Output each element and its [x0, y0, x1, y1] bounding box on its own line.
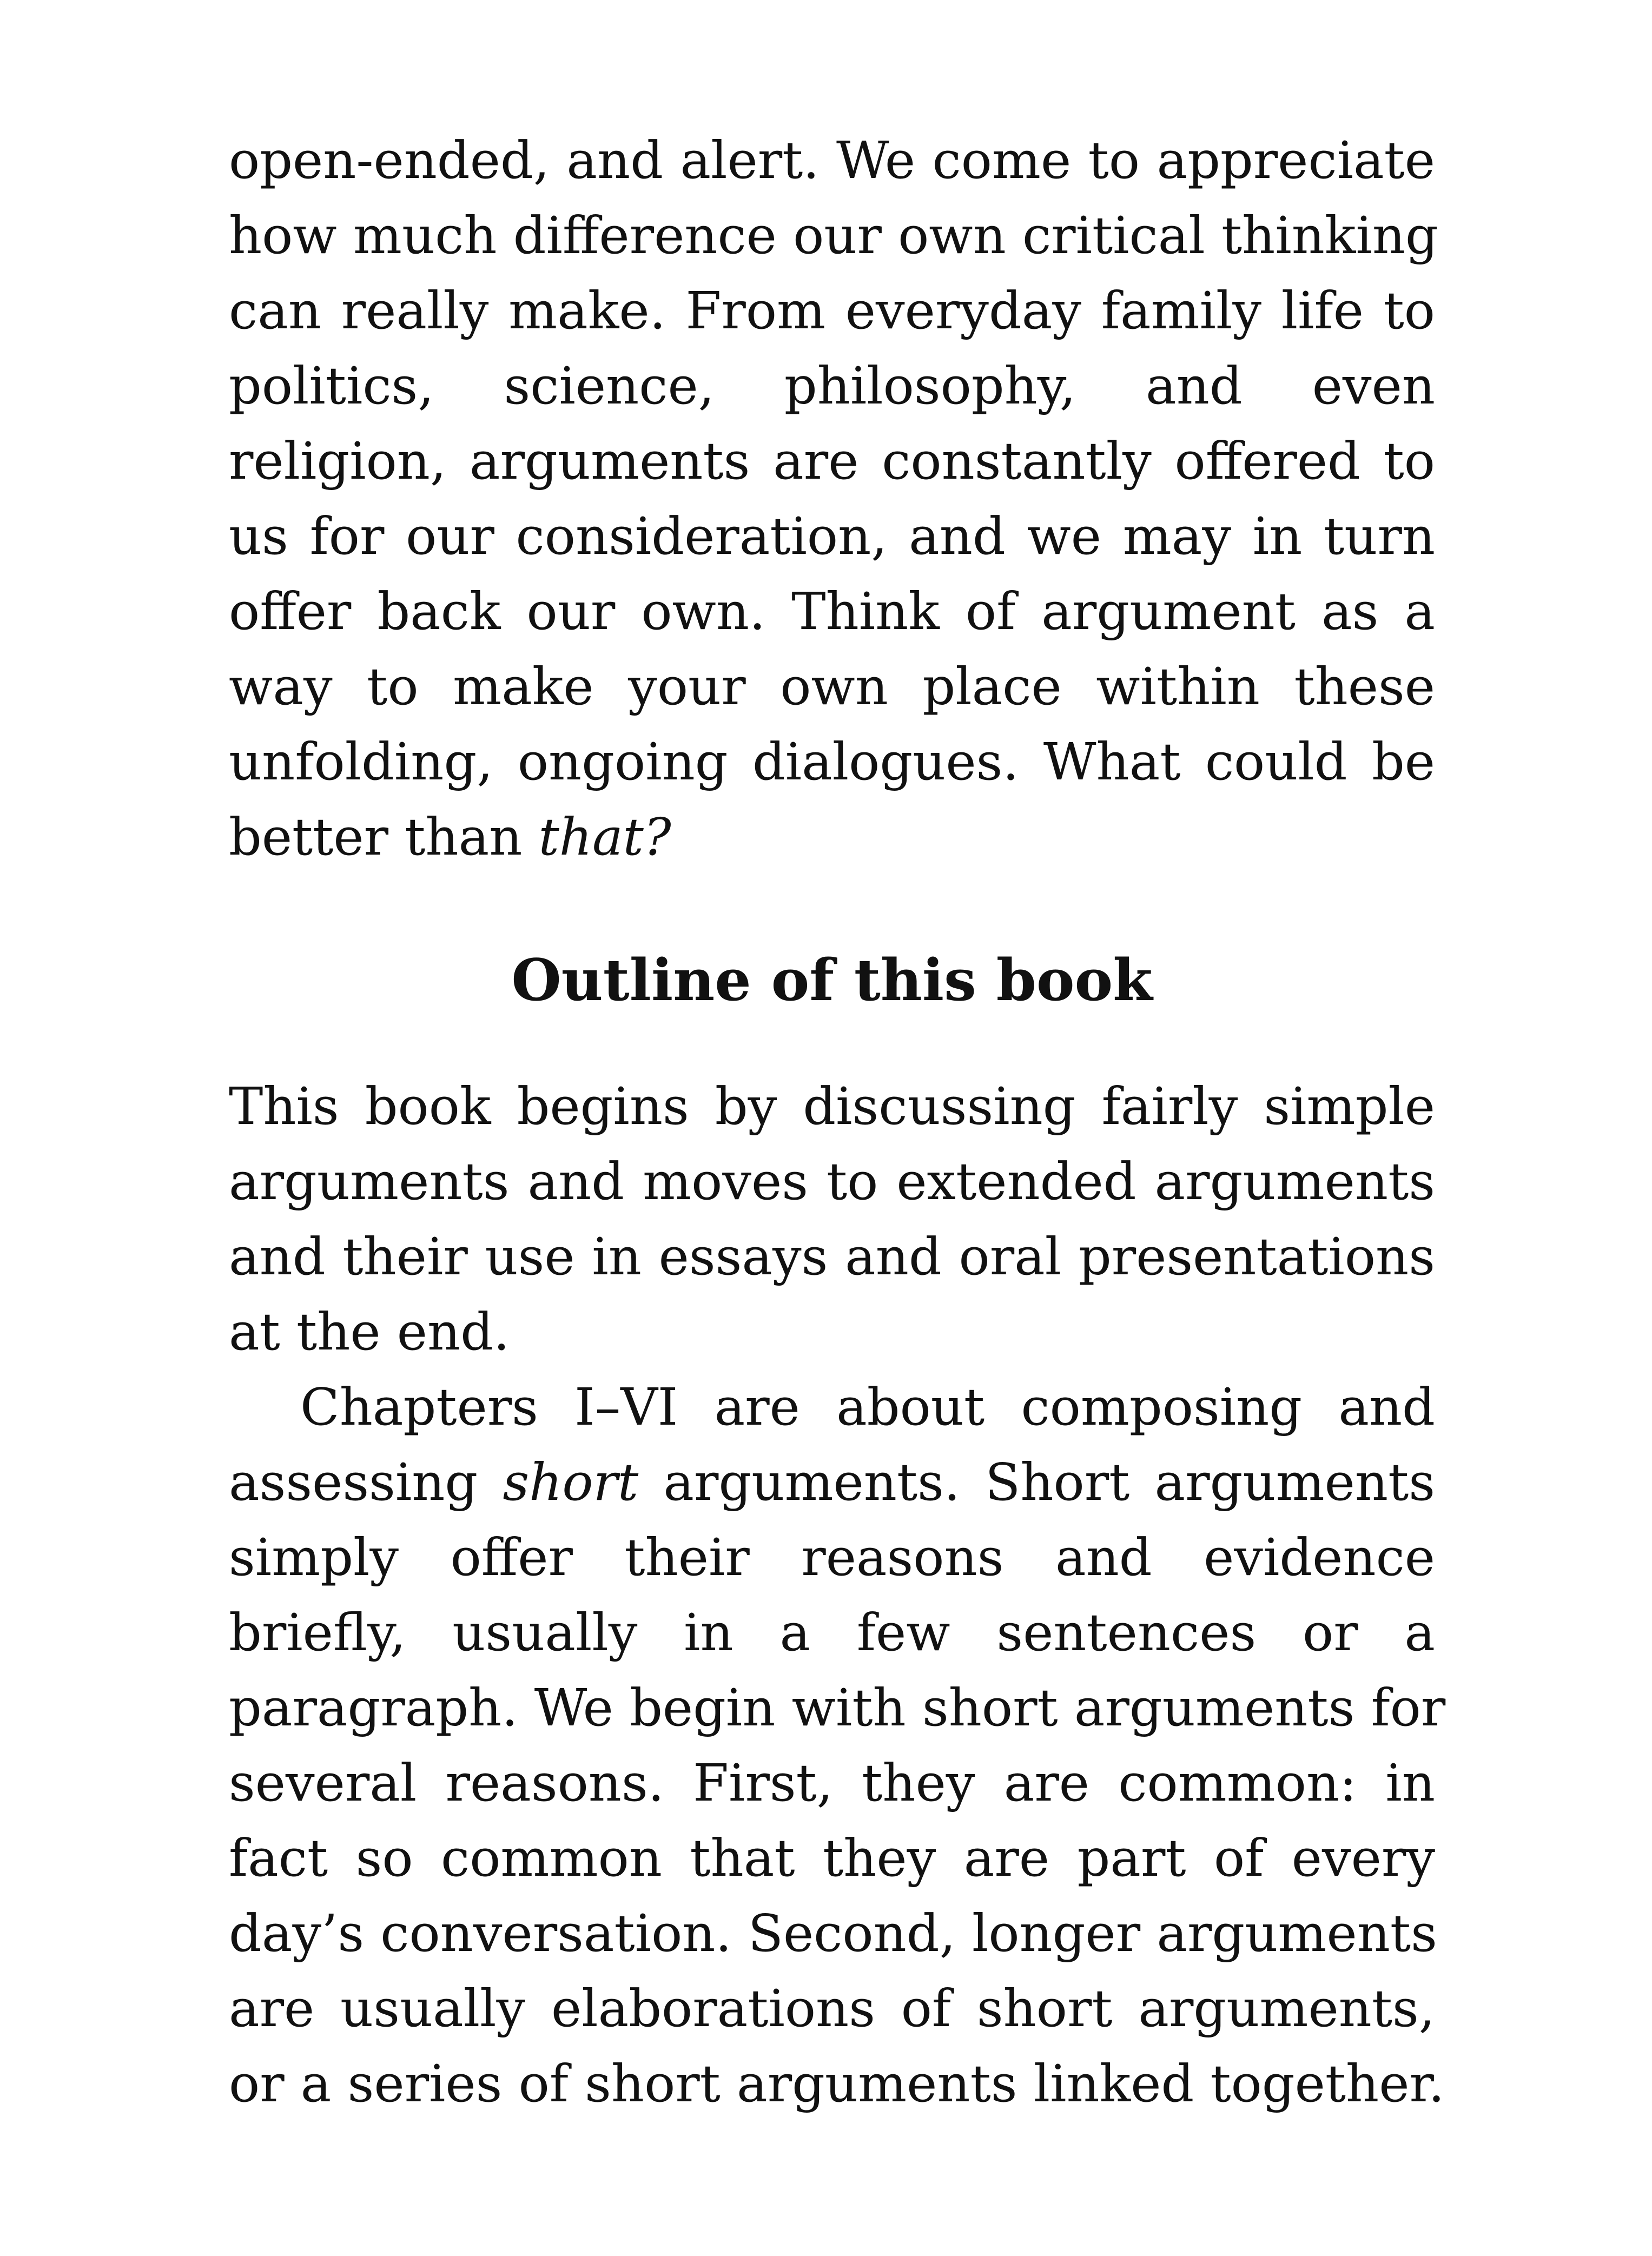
text-line: unfolding, ongoing dialogues. What could be — [229, 732, 1435, 792]
text-line: Chapters I–VI are about composing and — [300, 1378, 1435, 1437]
text-line: can really make. From everyday family life to — [229, 281, 1435, 341]
text-line: day’s conversation. Second, longer arguments — [229, 1904, 1437, 1963]
text-line: fact so common that they are part of every — [229, 1829, 1435, 1888]
text-line: us for our consideration, and we may in turn — [229, 507, 1435, 566]
text-line: religion, arguments are constantly offered to — [229, 432, 1435, 491]
text-line: how much difference our own critical thinking — [229, 206, 1438, 266]
text-run: arguments. Short arguments — [638, 1453, 1435, 1512]
emphasis-text: short — [503, 1453, 639, 1512]
text-line — [229, 1445, 1435, 1520]
emphasis-text: that? — [538, 808, 671, 867]
text-line: way to make your own place within these — [229, 657, 1435, 717]
section-heading-block — [229, 942, 1435, 1017]
text-line: briefly, usually in a few sentences or a — [229, 1603, 1435, 1663]
section-heading: Outline of this book — [511, 946, 1153, 1014]
text-run: assessing — [229, 1453, 503, 1512]
text-line: offer back our own. Think of argument as a — [229, 582, 1435, 641]
text-line: are usually elaborations of short arguments, — [229, 1979, 1435, 2039]
text-line: at the end. — [229, 1302, 510, 1362]
text-line: arguments and moves to extended arguments — [229, 1152, 1435, 1212]
text-line — [229, 800, 1435, 875]
text-line: open-ended, and alert. We come to appreciate — [229, 131, 1435, 190]
text-line: paragraph. We begin with short arguments for — [229, 1678, 1446, 1738]
text-line: or a series of short arguments linked together. — [229, 2054, 1445, 2114]
book-page — [229, 123, 1446, 2122]
chapters-paragraph — [229, 1370, 1446, 2122]
text-line: and their use in essays and oral presentations — [229, 1227, 1435, 1287]
text-run: better than — [229, 808, 539, 867]
intro-paragraph — [229, 123, 1438, 875]
text-line: several reasons. First, they are common: in — [229, 1754, 1435, 1813]
text-line: simply offer their reasons and evidence — [229, 1528, 1435, 1587]
text-line: politics, science, philosophy, and even — [229, 356, 1435, 416]
outline-paragraph — [229, 1069, 1435, 1370]
text-line: This book begins by discussing fairly simple — [229, 1077, 1435, 1136]
